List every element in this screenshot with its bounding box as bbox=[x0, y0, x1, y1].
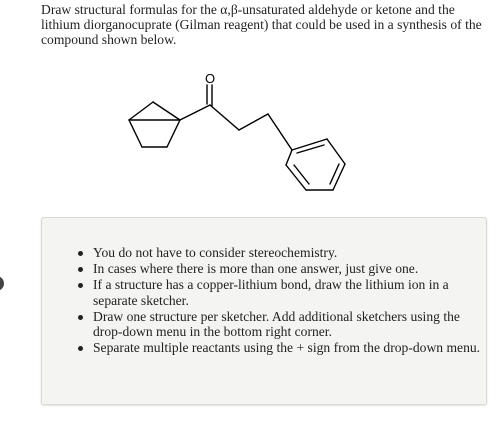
instructions-list bbox=[93, 245, 483, 356]
chain-bond bbox=[268, 114, 292, 150]
instruction-item bbox=[93, 261, 483, 277]
chain-bond bbox=[210, 105, 239, 130]
instruction-item bbox=[93, 309, 483, 340]
bullet-icon bbox=[78, 267, 83, 272]
bullet-icon bbox=[78, 315, 83, 320]
question-text: Draw structural formulas for the α,β-unsaturated aldehyde or ketone and the lithium diorganocuprate (Gilman reagent) that could be used in a synthesis of the compound shown below. bbox=[41, 2, 482, 47]
oxygen-atom-label: O bbox=[205, 71, 216, 86]
instruction-text: Separate multiple reactants using the + sign from the drop-down menu. bbox=[93, 340, 481, 356]
ring-bond bbox=[286, 165, 306, 190]
side-indicator-tab[interactable] bbox=[0, 276, 4, 291]
instructions-box bbox=[41, 217, 487, 405]
ring-bond bbox=[292, 139, 327, 150]
aromatic-inner-bond bbox=[330, 164, 339, 184]
instruction-item bbox=[93, 340, 483, 356]
instruction-text: Draw one structure per sketcher. Add additional sketchers using the drop-down menu in the bottom right corner. bbox=[93, 308, 460, 340]
bullet-icon bbox=[78, 283, 83, 288]
instruction-text: If a structure has a copper-lithium bond, draw the lithium ion in a separate sketcher. bbox=[93, 276, 449, 308]
ring-bond bbox=[286, 150, 292, 165]
aromatic-inner-bond bbox=[294, 165, 309, 184]
instruction-text: In cases where there is more than one answer, just give one. bbox=[93, 260, 419, 276]
ring-bond bbox=[327, 139, 345, 164]
bullet-icon bbox=[78, 346, 83, 351]
ring-bond bbox=[167, 120, 180, 147]
bullet-icon bbox=[78, 251, 83, 256]
phenyl-ring bbox=[286, 139, 345, 190]
instruction-text: You do not have to consider stereochemistry. bbox=[93, 245, 338, 260]
instruction-item bbox=[93, 245, 483, 261]
ring-to-carbonyl-bond bbox=[180, 105, 210, 120]
ring-bond bbox=[333, 164, 345, 190]
chain-bond bbox=[239, 114, 268, 130]
ring-bond bbox=[153, 102, 180, 120]
ring-bond bbox=[129, 120, 142, 147]
aromatic-inner-bond bbox=[297, 145, 324, 153]
ring-bond bbox=[129, 102, 153, 120]
cyclopentyl-ring bbox=[129, 102, 180, 147]
instruction-item bbox=[93, 277, 483, 308]
